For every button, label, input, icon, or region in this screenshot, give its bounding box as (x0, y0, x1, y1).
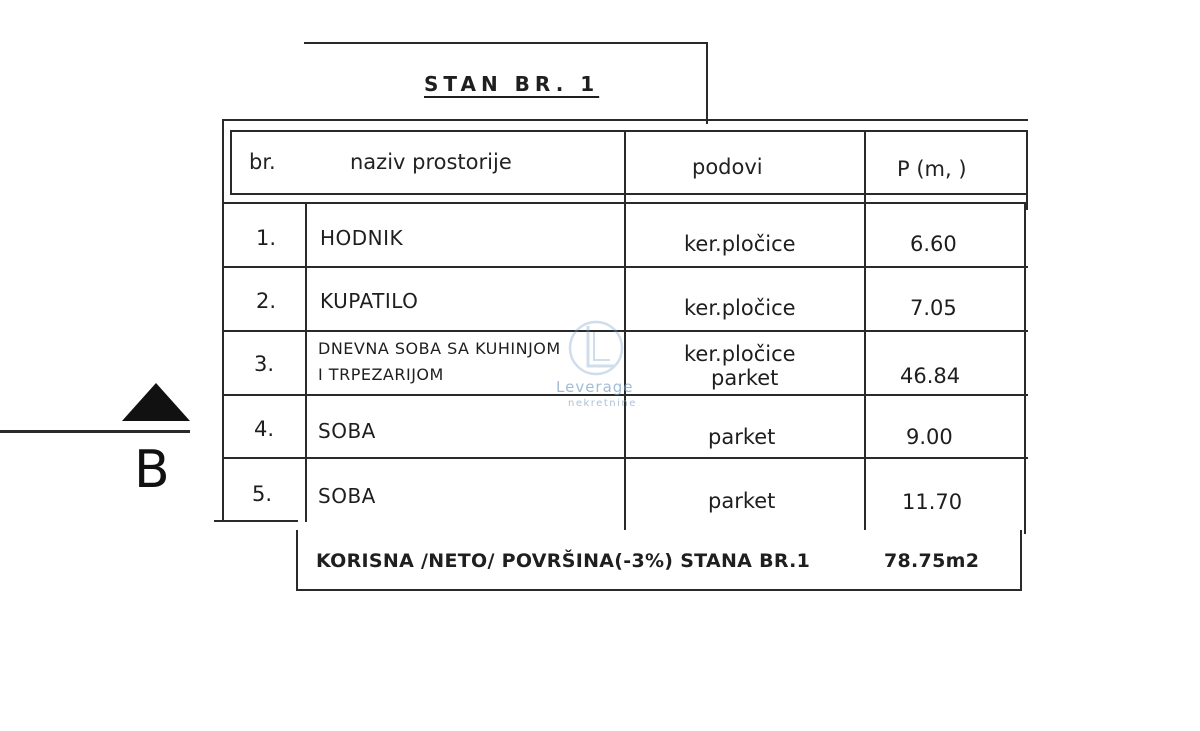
row-number: 5. (252, 482, 273, 506)
row-number: 1. (256, 226, 277, 250)
table-border (222, 119, 224, 521)
row-room-name-line2: I TRPEZARIJOM (318, 365, 444, 384)
header-room-name: naziv prostorije (350, 150, 512, 174)
row-area: 7.05 (910, 296, 957, 320)
table-border (230, 130, 232, 194)
row-room-name: SOBA (318, 484, 376, 508)
table-border (222, 119, 1028, 121)
row-room-name: HODNIK (320, 226, 404, 250)
row-area: 11.70 (902, 490, 963, 514)
total-label: KORISNA /NETO/ POVRŠINA(-3%) STANA BR.1 (316, 550, 811, 572)
frame-top-line (304, 42, 708, 44)
frame-right-line (706, 42, 708, 124)
table-border (230, 193, 1028, 195)
table-border (214, 520, 298, 522)
table-border (296, 589, 1022, 591)
row-number: 3. (254, 352, 275, 376)
watermark-logo-icon (568, 318, 630, 382)
header-flooring: podovi (692, 155, 763, 179)
row-flooring: parket (708, 425, 776, 449)
row-number: 2. (256, 289, 277, 313)
row-flooring: ker.pločice (684, 232, 796, 256)
row-area: 46.84 (900, 364, 961, 388)
row-flooring: ker.pločice (684, 296, 796, 320)
row-area: 9.00 (906, 425, 953, 449)
section-arrow-icon (120, 381, 192, 429)
total-value: 78.75m2 (884, 550, 980, 572)
section-marker-letter: B (134, 440, 170, 500)
table-border (1026, 130, 1028, 210)
row-number: 4. (254, 417, 275, 441)
row-area: 6.60 (910, 232, 957, 256)
header-number: br. (249, 150, 276, 174)
row-flooring-line1: ker.pločice (684, 342, 796, 366)
table-border (296, 530, 298, 590)
row-flooring: parket (708, 489, 776, 513)
row-flooring-line2: parket (711, 366, 779, 390)
watermark-brand: Leverage (556, 378, 634, 396)
header-area: P (m, ) (897, 157, 967, 181)
table-border (305, 204, 307, 522)
table-border (1024, 204, 1026, 534)
table-border (864, 132, 866, 530)
row-room-name-line1: DNEVNA SOBA SA KUHINJOM (318, 339, 561, 358)
row-room-name: KUPATILO (320, 289, 419, 313)
row-room-name: SOBA (318, 419, 376, 443)
page-title: STAN BR. 1 (424, 72, 600, 96)
table-border (1020, 530, 1022, 590)
table-border (230, 130, 1028, 132)
section-cut-line (0, 430, 190, 433)
watermark-subtitle: nekretnine (568, 398, 637, 409)
